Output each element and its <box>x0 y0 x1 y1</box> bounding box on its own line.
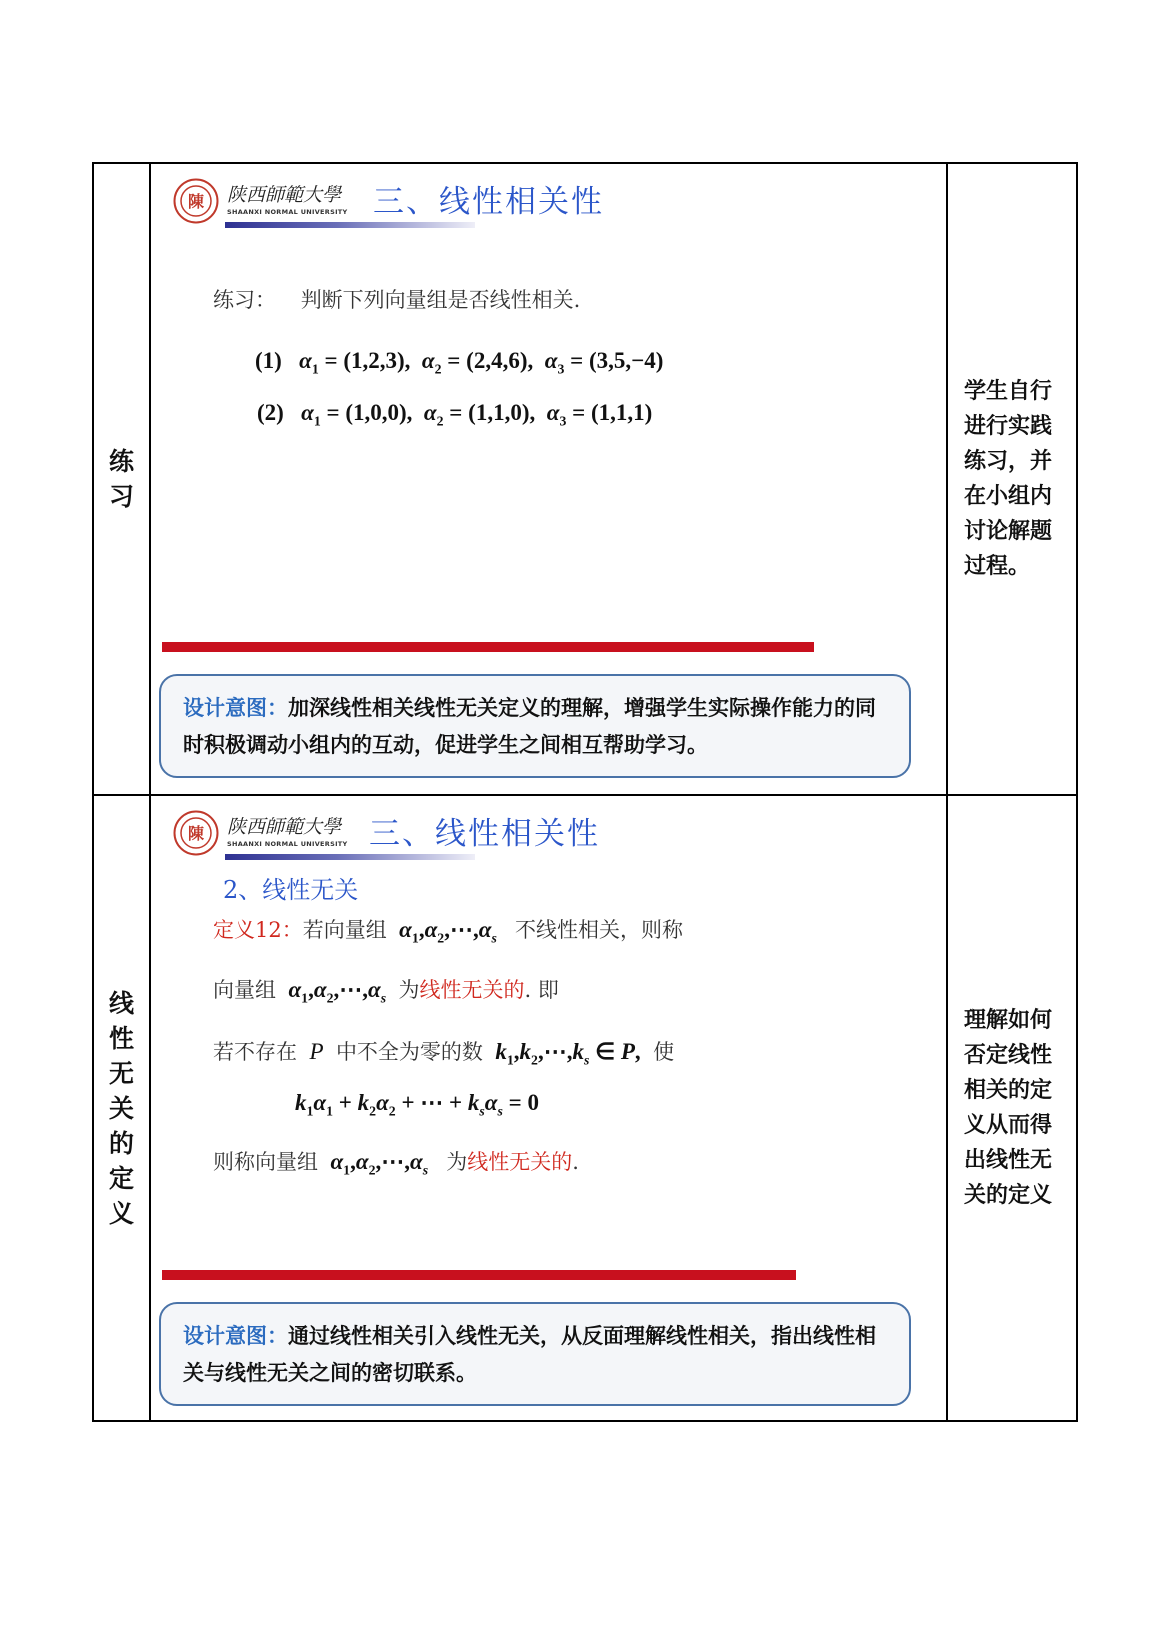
row-label-cell <box>94 796 151 1420</box>
table-row <box>94 164 1076 796</box>
slide-cell <box>151 796 946 1420</box>
design-intent-text: 通过线性相关引入线性无关，从反面理解线性相关，指出线性相关与线性无关之间的密切联系。 <box>183 1324 876 1385</box>
university-name-en: SHAANXI NORMAL UNIVERSITY <box>227 840 348 848</box>
row-label-cell <box>94 164 151 794</box>
design-intent-text: 加深线性相关线性无关定义的理解，增强学生实际操作能力的同时积极调动小组内的互动，促进学生之间相互帮助学习。 <box>183 696 876 757</box>
teaching-note: 学生自行进行实践练习，并在小组内讨论解题过程。 <box>964 379 1053 579</box>
university-seal-icon <box>173 178 219 224</box>
design-intent-label: 设计意图： <box>183 696 288 720</box>
header-underline <box>225 222 475 228</box>
definition-line: 向量组 $\alpha_1,\alpha_2,\cdots,\alpha_s$ 为线性无关的. 即 <box>213 977 559 1006</box>
lesson-table <box>92 162 1078 1422</box>
teaching-note: 理解如何否定线性相关的定义从而得出线性无关的定义 <box>964 1008 1053 1208</box>
definition-label: 定义12： <box>213 918 303 942</box>
design-intent-label: 设计意图： <box>183 1324 288 1348</box>
university-name-en: SHAANXI NORMAL UNIVERSITY <box>227 208 348 216</box>
slide-header <box>173 176 613 236</box>
exercise-prompt <box>213 284 580 314</box>
university-name: 陕西師範大學 <box>227 184 342 206</box>
note-cell <box>946 164 1076 794</box>
definition-line: 定义12：若向量组 $\alpha_1,\alpha_2,\cdots,\alpha_s$ 不线性相关，则称 <box>213 917 683 946</box>
svg-text:陳: 陳 <box>187 824 205 843</box>
slide-subtitle: 2、线性无关 <box>223 876 359 904</box>
svg-text:陳: 陳 <box>187 192 205 211</box>
red-divider <box>162 1270 796 1280</box>
note-cell <box>946 796 1076 1420</box>
exercise-item: (2) $\alpha_1 = (1,0,0)$, $\alpha_2 = (1,1,0)$, $\alpha_3 = (1,1,1)$ <box>257 400 653 429</box>
red-divider <box>162 642 814 652</box>
equation: $k_1\alpha_1 + k_2\alpha_2$ + ⋯ + $k_s\alpha_s = 0$ <box>295 1090 540 1119</box>
table-row <box>94 796 1076 1420</box>
slide-title: 三、线性相关性 <box>373 184 604 220</box>
definition-line: 若不存在 P 中不全为零的数 $k_1,k_2,\cdots,k_s$ ∈ P, 使 <box>213 1039 675 1068</box>
header-underline <box>225 854 475 860</box>
row-label: 练习 <box>108 447 134 511</box>
design-intent-box <box>159 674 911 778</box>
university-name: 陕西師範大學 <box>227 816 342 838</box>
slide-cell <box>151 164 946 794</box>
design-intent-box <box>159 1302 911 1406</box>
exercise-text: 判断下列向量组是否线性相关. <box>300 288 581 312</box>
definition-line: 则称向量组 $\alpha_1,\alpha_2,\cdots,\alpha_s$ 为线性无关的. <box>213 1149 579 1178</box>
row-label: 线性无关的定义 <box>108 988 134 1228</box>
university-seal-icon <box>173 810 219 856</box>
slide-header <box>173 808 613 868</box>
exercise-label: 练习： <box>213 288 276 312</box>
exercise-item: (1) $\alpha_1 = (1,2,3)$, $\alpha_2 = (2,4,6)$, $\alpha_3 = (3,5,-4)$ <box>255 348 664 377</box>
slide-title: 三、线性相关性 <box>369 816 600 852</box>
